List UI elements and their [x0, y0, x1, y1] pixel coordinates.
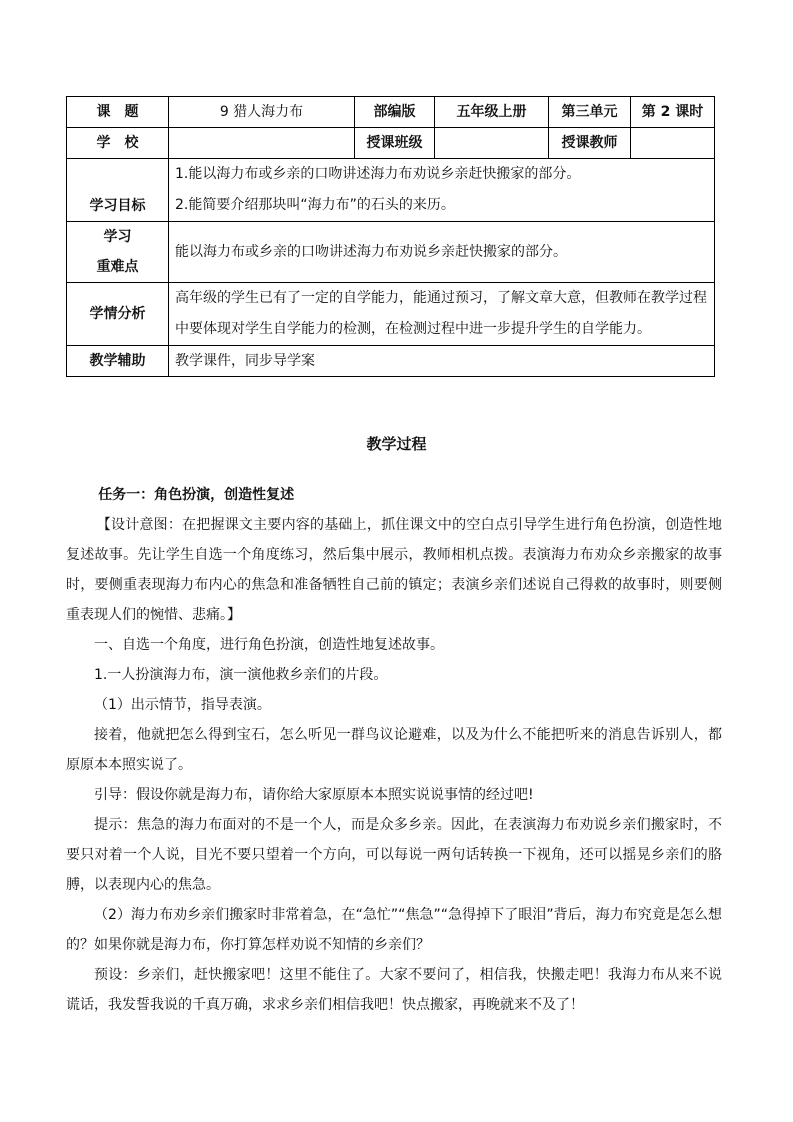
analysis-label: 学情分析 [67, 283, 169, 346]
unit-cell: 第三单元 [549, 97, 631, 128]
period-cell: 第 2 课时 [631, 97, 715, 128]
class-value [435, 128, 549, 159]
key-points-label-line2: 重难点 [96, 259, 139, 275]
paragraph: 1.一人扮演海力布，演一演他救乡亲们的片段。 [94, 667, 388, 683]
table-row [67, 128, 715, 159]
paragraph: 提示：焦急的海力布面对的不是一个人，而是众多乡亲。因此，在表演海力布劝说乡亲们搬家时，不要只对着一个人说，目光不要只望着一个方向，可以每说一两句话转换一下视角，还可以摇晃乡亲们的胳膊，以表现内心的焦急。 [66, 817, 722, 893]
class-label: 授课班级 [355, 128, 435, 159]
task-heading: 任务一：角色扮演，创造性复述 [98, 487, 295, 503]
key-points-label-line1: 学习 [103, 229, 132, 245]
key-points-label [67, 222, 169, 283]
paragraph: 一、自选一个角度，进行角色扮演，创造性地复述故事。 [94, 637, 444, 653]
aids-label: 教学辅助 [67, 346, 169, 377]
paragraph: 引导：假设你就是海力布，请你给大家原原本本照实说说事情的经过吧! [94, 787, 534, 803]
lesson-title: 9 猎人海力布 [169, 97, 355, 128]
edition-cell: 部编版 [355, 97, 435, 128]
aids-content: 教学课件，同步导学案 [169, 346, 715, 377]
paragraph: （1）出示情节，指导表演。 [94, 697, 271, 713]
lesson-info-table [66, 96, 715, 377]
table-row [67, 97, 715, 128]
goals-content [169, 159, 715, 222]
paragraph: 预设：乡亲们，赶快搬家吧！这里不能住了。大家不要问了，相信我，快搬走吧！我海力布从来不说谎话，我发誓我说的千真万确，求求乡亲们相信我吧！快点搬家，再晚就来不及了！ [66, 967, 722, 1013]
table-row [67, 159, 715, 222]
teacher-value [631, 128, 715, 159]
key-points-content: 能以海力布或乡亲的口吻讲述海力布劝说乡亲赶快搬家的部分。 [169, 222, 715, 283]
school-label: 学 校 [67, 128, 169, 159]
topic-label: 课 题 [67, 97, 169, 128]
goal-item: 2.能简要介绍那块叫“海力布”的石头的来历。 [175, 197, 455, 213]
paragraph: 接着，他就把怎么得到宝石，怎么听见一群鸟议论避难，以及为什么不能把听来的消息告诉别人，都原原本本照实说了。 [66, 727, 722, 773]
paragraph: （2）海力布劝乡亲们搬家时非常着急，在“急忙”“焦急”“急得掉下了眼泪”背后，海力布究竟是怎么想的？如果你就是海力布，你打算怎样劝说不知情的乡亲们？ [66, 907, 722, 953]
analysis-content: 高年级的学生已有了一定的自学能力，能通过预习，了解文章大意，但教师在教学过程中要体现对学生自学能力的检测，在检测过程中进一步提升学生的自学能力。 [169, 283, 715, 346]
table-row [67, 222, 715, 283]
goals-label: 学习目标 [67, 159, 169, 222]
table-row [67, 346, 715, 377]
teacher-label: 授课教师 [549, 128, 631, 159]
lesson-body [66, 480, 722, 1020]
grade-cell: 五年级上册 [435, 97, 549, 128]
section-title: 教学过程 [366, 435, 427, 453]
table-row [67, 283, 715, 346]
design-intent: 【设计意图：在把握课文主要内容的基础上，抓住课文中的空白点引导学生进行角色扮演，创造性地复述故事。先让学生自选一个角度练习，然后集中展示，教师相机点拨。表演海力布劝众乡亲搬家的故事时，要侧重表现海力布内心的焦急和准备牺牲自己前的镇定；表演乡亲们述说自己得救的故事时，则要侧重表现人们的惋惜、悲痛。】 [66, 517, 722, 623]
school-value [169, 128, 355, 159]
goal-item: 1.能以海力布或乡亲的口吻讲述海力布劝说乡亲赶快搬家的部分。 [175, 166, 581, 182]
